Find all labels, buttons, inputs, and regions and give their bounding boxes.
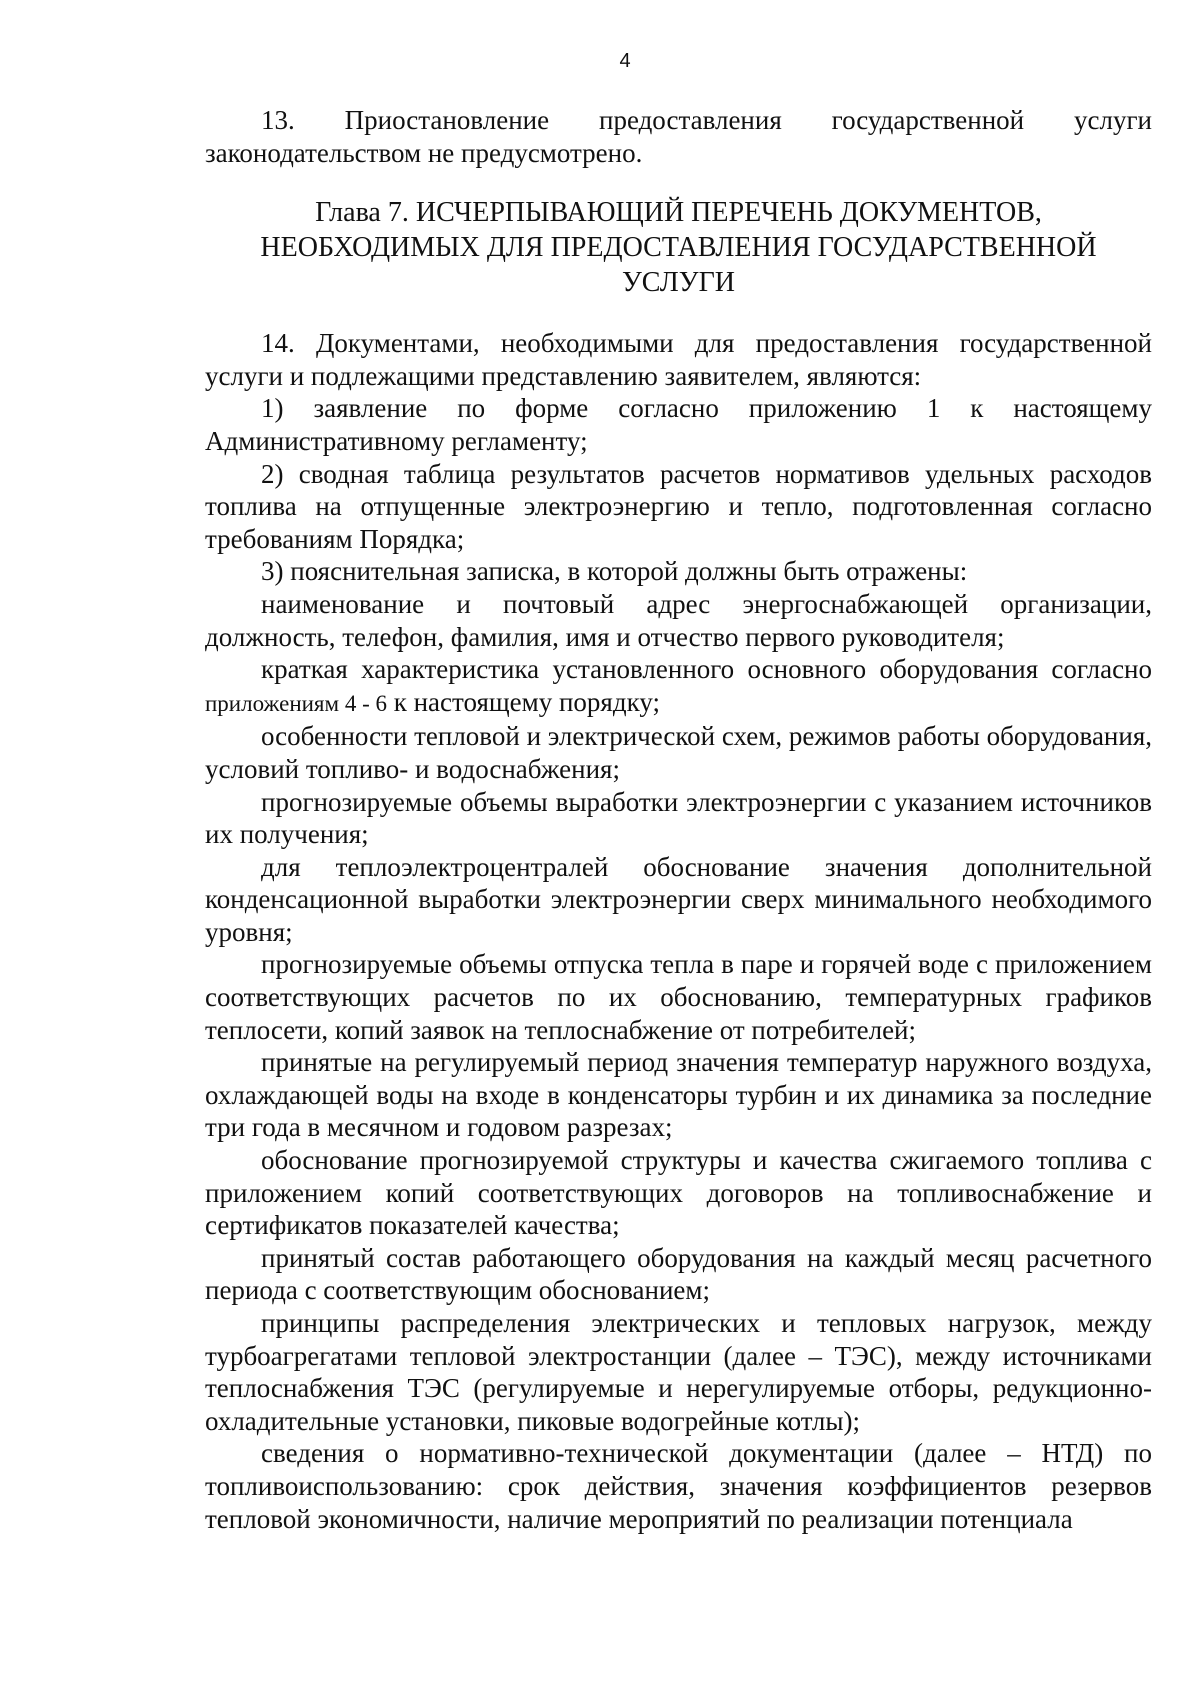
entry-equipment-composition: принятый состав работающего оборудования на каждый месяц расчетного периода с соответствующим обоснованием;: [205, 1242, 1152, 1306]
list-item-2: 2) сводная таблица результатов расчетов нормативов удельных расходов топлива на отпущенные электроэнергию и тепло, подготовленная согласно требованиям Порядка;: [205, 458, 1152, 554]
entry-equipment-appendix-ref: приложениям 4 - 6: [205, 690, 387, 716]
entry-name-address: наименование и почтовый адрес энергоснабжающей организации, должность, телефон, фамилия, имя и отчество первого руководителя;: [205, 588, 1152, 652]
entry-ntd-info: сведения о нормативно-технической документации (далее – НТД) по топливоиспользованию: срок действия, значения коэффициентов резервов тепловой экономичности, наличие мероприятий по реализации потенциала: [205, 1438, 1152, 1534]
document-body: [205, 104, 1152, 1535]
entry-equipment-text-b: к настоящему порядку;: [386, 686, 660, 717]
entry-temperatures: принятые на регулируемый период значения температур наружного воздуха, охлаждающей воды на входе в конденсаторы турбин и их динамика за последние три года в месячном и годовом разрезах;: [205, 1047, 1152, 1143]
entry-equipment-text-a: краткая характеристика установленного основного оборудования согласно: [261, 654, 1152, 685]
list-item-3: 3) пояснительная записка, в которой должны быть отражены:: [261, 556, 968, 587]
entry-chp-justification: для теплоэлектроцентралей обоснование значения дополнительной конденсационной выработки электроэнергии сверх минимального необходимого уровня;: [205, 851, 1152, 947]
page-number: 4: [619, 50, 631, 72]
paragraph-13: 13. Приостановление предоставления государственной услуги законодательством не предусмотрено.: [205, 105, 1152, 168]
paragraph-14: 14. Документами, необходимыми для предоставления государственной услуги и подлежащими представлению заявителем, являются:: [205, 328, 1152, 391]
entry-schemes: особенности тепловой и электрической схем, режимов работы оборудования, условий топливо- и водоснабжения;: [205, 721, 1152, 784]
entry-heat-volumes: прогнозируемые объемы отпуска тепла в паре и горячей воде с приложением соответствующих расчетов по их обоснованию, температурных графиков теплосети, копий заявок на теплоснабжение от потребителей;: [205, 949, 1152, 1045]
entry-load-distribution: принципы распределения электрических и тепловых нагрузок, между турбоагрегатами тепловой электростанции (далее – ТЭС), между источниками теплоснабжения ТЭС (регулируемые и нерегулируемые отборы, редукционно-охладительные установки, пиковые водогрейные котлы);: [205, 1308, 1152, 1436]
entry-fuel-structure: обоснование прогнозируемой структуры и качества сжигаемого топлива с приложением копий соответствующих договоров на топливоснабжение и сертификатов показателей качества;: [205, 1145, 1152, 1241]
chapter-heading-line-1: Глава 7. ИСЧЕРПЫВАЮЩИЙ ПЕРЕЧЕНЬ ДОКУМЕНТОВ,: [315, 197, 1042, 229]
chapter-heading: [205, 195, 1152, 300]
entry-electricity-volumes: прогнозируемые объемы выработки электроэнергии с указанием источников их получения;: [205, 786, 1152, 850]
chapter-heading-line-3: УСЛУГИ: [621, 267, 736, 299]
list-item-1: 1) заявление по форме согласно приложению 1 к настоящему Административному регламенту;: [205, 393, 1152, 456]
entry-equipment: [205, 653, 1152, 720]
chapter-heading-line-2: НЕОБХОДИМЫХ ДЛЯ ПРЕДОСТАВЛЕНИЯ ГОСУДАРСТВЕННОЙ: [260, 232, 1097, 264]
